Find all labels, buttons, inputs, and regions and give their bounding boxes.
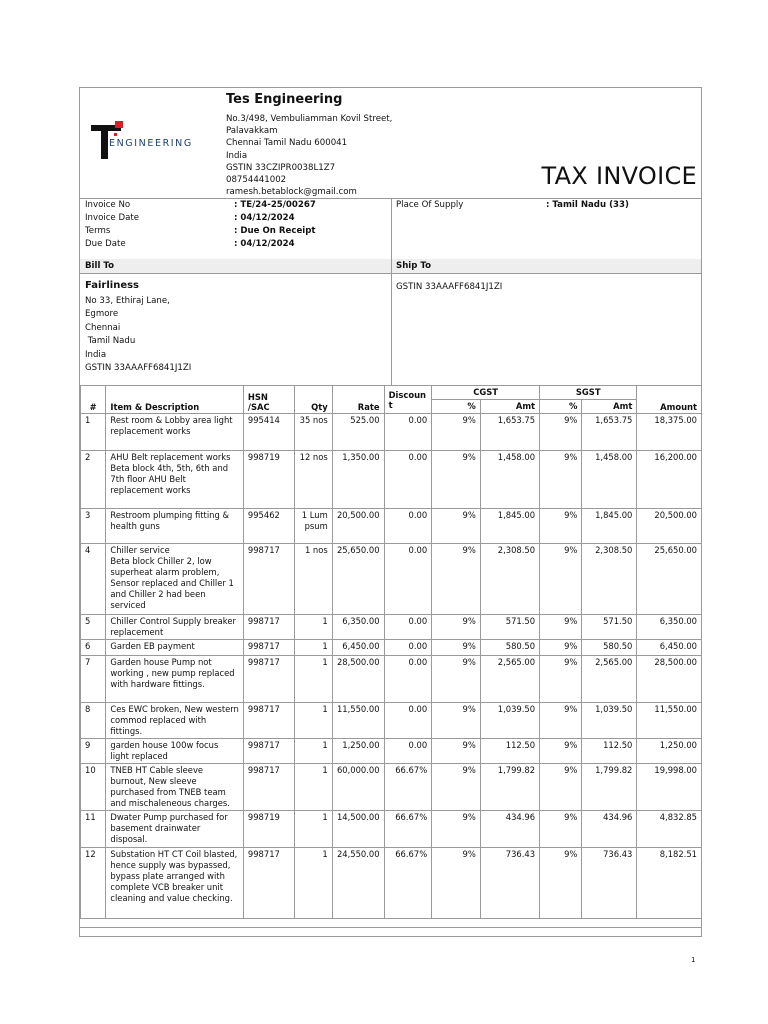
invoice-no-label: Invoice No xyxy=(85,200,131,210)
item-qty: 1 xyxy=(294,640,332,656)
item-number: 1 xyxy=(81,414,106,451)
item-sgst-amt: 1,799.82 xyxy=(582,764,637,811)
table-row xyxy=(81,656,702,703)
item-number: 12 xyxy=(81,848,106,919)
item-sgst-pct: 9% xyxy=(540,703,582,739)
item-description: Restroom plumping fitting & health guns xyxy=(106,509,244,544)
item-description: Garden house Pump not working , new pump replaced with hardware fittings. xyxy=(106,656,244,703)
item-cgst-amt: 2,308.50 xyxy=(480,544,539,615)
item-qty: 1 xyxy=(294,656,332,703)
company-name: Tes Engineering xyxy=(226,92,343,107)
company-email: ramesh.betablock@gmail.com xyxy=(226,187,357,198)
table-row xyxy=(81,848,702,919)
item-amount: 25,650.00 xyxy=(637,544,702,615)
item-discount: 0.00 xyxy=(384,509,432,544)
item-description: Garden EB payment xyxy=(106,640,244,656)
item-cgst-pct: 9% xyxy=(432,811,481,848)
due-date-label: Due Date xyxy=(85,239,126,249)
item-hsn: 998717 xyxy=(243,615,294,640)
item-qty: 1 xyxy=(294,811,332,848)
item-sgst-pct: 9% xyxy=(540,848,582,919)
item-number: 8 xyxy=(81,703,106,739)
col-rate: Rate xyxy=(332,386,384,414)
item-sgst-amt: 1,845.00 xyxy=(582,509,637,544)
item-number: 11 xyxy=(81,811,106,848)
item-qty: 1 xyxy=(294,703,332,739)
item-amount: 28,500.00 xyxy=(637,656,702,703)
logo-wordmark: ENGINEERING xyxy=(109,138,193,149)
table-row xyxy=(81,739,702,764)
item-sgst-pct: 9% xyxy=(540,414,582,451)
due-date-value: : 04/12/2024 xyxy=(234,239,295,249)
item-description: Dwater Pump purchased for basement drainwater disposal. xyxy=(106,811,244,848)
items-body xyxy=(81,414,702,919)
address-line: India xyxy=(226,150,248,161)
item-cgst-amt: 434.96 xyxy=(480,811,539,848)
item-sgst-pct: 9% xyxy=(540,615,582,640)
invoice-date-value: : 04/12/2024 xyxy=(234,213,295,223)
item-discount: 0.00 xyxy=(384,451,432,509)
item-qty: 35 nos xyxy=(294,414,332,451)
item-cgst-amt: 580.50 xyxy=(480,640,539,656)
item-sgst-amt: 1,458.00 xyxy=(582,451,637,509)
address-line: Chennai Tamil Nadu 600041 xyxy=(226,138,348,149)
item-qty: 1 xyxy=(294,615,332,640)
item-number: 7 xyxy=(81,656,106,703)
col-qty: Qty xyxy=(294,386,332,414)
item-description: Ces EWC broken, New western commod replaced with fittings. xyxy=(106,703,244,739)
item-amount: 19,998.00 xyxy=(637,764,702,811)
item-number: 4 xyxy=(81,544,106,615)
invoice-page xyxy=(79,87,702,937)
item-cgst-amt: 736.43 xyxy=(480,848,539,919)
item-sgst-amt: 2,565.00 xyxy=(582,656,637,703)
col-amount: Amount xyxy=(637,386,702,414)
item-description: TNEB HT Cable sleeve burnout, New sleeve purchased from TNEB team and mischaleneous charges. xyxy=(106,764,244,811)
item-sgst-pct: 9% xyxy=(540,811,582,848)
table-row xyxy=(81,544,702,615)
item-description: Rest room & Lobby area light replacement works xyxy=(106,414,244,451)
item-hsn: 998717 xyxy=(243,640,294,656)
col-cgst-pct: % xyxy=(432,400,481,414)
item-qty: 12 nos xyxy=(294,451,332,509)
item-cgst-pct: 9% xyxy=(432,703,481,739)
item-rate: 6,450.00 xyxy=(332,640,384,656)
invoice-no-value: : TE/24-25/00267 xyxy=(234,200,316,210)
col-sgst-amt: Amt xyxy=(582,400,637,414)
item-description: Chiller Control Supply breaker replacement xyxy=(106,615,244,640)
item-sgst-amt: 1,653.75 xyxy=(582,414,637,451)
place-of-supply-label: Place Of Supply xyxy=(396,200,464,210)
item-sgst-pct: 9% xyxy=(540,544,582,615)
item-discount: 66.67% xyxy=(384,764,432,811)
terms-label: Terms xyxy=(85,226,111,236)
col-sgst: SGST xyxy=(540,386,637,400)
item-discount: 0.00 xyxy=(384,656,432,703)
item-number: 5 xyxy=(81,615,106,640)
item-cgst-amt: 571.50 xyxy=(480,615,539,640)
place-of-supply-value: : Tamil Nadu (33) xyxy=(546,200,629,210)
item-amount: 8,182.51 xyxy=(637,848,702,919)
bill-to-line: Tamil Nadu xyxy=(85,336,136,347)
item-amount: 6,350.00 xyxy=(637,615,702,640)
item-hsn: 998717 xyxy=(243,544,294,615)
item-cgst-pct: 9% xyxy=(432,615,481,640)
items-table xyxy=(80,385,702,919)
item-hsn: 998717 xyxy=(243,703,294,739)
item-sgst-pct: 9% xyxy=(540,764,582,811)
item-cgst-pct: 9% xyxy=(432,739,481,764)
item-cgst-pct: 9% xyxy=(432,764,481,811)
item-cgst-pct: 9% xyxy=(432,544,481,615)
item-discount: 0.00 xyxy=(384,640,432,656)
item-qty: 1 xyxy=(294,764,332,811)
item-cgst-amt: 1,799.82 xyxy=(480,764,539,811)
item-cgst-pct: 9% xyxy=(432,848,481,919)
item-sgst-amt: 434.96 xyxy=(582,811,637,848)
bill-to-line: India xyxy=(85,349,107,360)
item-amount: 20,500.00 xyxy=(637,509,702,544)
item-sgst-amt: 571.50 xyxy=(582,615,637,640)
item-number: 10 xyxy=(81,764,106,811)
table-row xyxy=(81,703,702,739)
item-hsn: 998717 xyxy=(243,848,294,919)
table-row xyxy=(81,640,702,656)
item-rate: 60,000.00 xyxy=(332,764,384,811)
invoice-details xyxy=(80,198,701,260)
item-amount: 1,250.00 xyxy=(637,739,702,764)
bill-ship-heading xyxy=(80,259,701,274)
table-footer xyxy=(80,927,701,936)
item-sgst-pct: 9% xyxy=(540,739,582,764)
item-number: 2 xyxy=(81,451,106,509)
bill-to-name: Fairliness xyxy=(85,280,140,291)
address-line: Palavakkam xyxy=(226,126,278,137)
item-description: AHU Belt replacement works Beta block 4th, 5th, 6th and 7th floor AHU Belt replacement works xyxy=(106,451,244,509)
col-num: # xyxy=(81,386,106,414)
divider xyxy=(391,274,392,385)
bill-to-heading: Bill To xyxy=(85,261,115,271)
table-row xyxy=(81,451,702,509)
item-rate: 1,250.00 xyxy=(332,739,384,764)
item-cgst-pct: 9% xyxy=(432,509,481,544)
item-sgst-pct: 9% xyxy=(540,509,582,544)
item-sgst-pct: 9% xyxy=(540,640,582,656)
item-sgst-amt: 2,308.50 xyxy=(582,544,637,615)
item-sgst-pct: 9% xyxy=(540,656,582,703)
item-number: 3 xyxy=(81,509,106,544)
item-cgst-amt: 2,565.00 xyxy=(480,656,539,703)
item-discount: 66.67% xyxy=(384,811,432,848)
item-qty: 1 xyxy=(294,848,332,919)
item-discount: 0.00 xyxy=(384,544,432,615)
item-amount: 16,200.00 xyxy=(637,451,702,509)
col-cgst: CGST xyxy=(432,386,540,400)
address-line: No.3/498, Vembuliamman Kovil Street, xyxy=(226,114,393,124)
col-item: Item & Description xyxy=(106,386,244,414)
item-qty: 1 xyxy=(294,739,332,764)
invoice-header xyxy=(80,88,701,199)
item-hsn: 998719 xyxy=(243,811,294,848)
item-qty: 1 Lumpsum xyxy=(294,509,332,544)
item-cgst-amt: 1,845.00 xyxy=(480,509,539,544)
page-number: 1 xyxy=(691,956,696,964)
item-discount: 0.00 xyxy=(384,414,432,451)
item-discount: 66.67% xyxy=(384,848,432,919)
item-hsn: 995414 xyxy=(243,414,294,451)
item-cgst-amt: 1,039.50 xyxy=(480,703,539,739)
bill-ship-body xyxy=(80,274,701,386)
item-cgst-amt: 1,458.00 xyxy=(480,451,539,509)
item-rate: 28,500.00 xyxy=(332,656,384,703)
item-amount: 18,375.00 xyxy=(637,414,702,451)
item-description: garden house 100w focus light replaced xyxy=(106,739,244,764)
item-rate: 1,350.00 xyxy=(332,451,384,509)
divider xyxy=(391,259,392,273)
item-rate: 24,550.00 xyxy=(332,848,384,919)
divider xyxy=(391,198,392,259)
item-cgst-pct: 9% xyxy=(432,451,481,509)
bill-to-line: Egmore xyxy=(85,309,119,320)
terms-value: : Due On Receipt xyxy=(234,226,316,236)
company-phone: 08754441002 xyxy=(226,175,287,186)
table-row xyxy=(81,509,702,544)
item-hsn: 998717 xyxy=(243,656,294,703)
table-row xyxy=(81,615,702,640)
col-sgst-pct: % xyxy=(540,400,582,414)
item-sgst-amt: 1,039.50 xyxy=(582,703,637,739)
item-cgst-amt: 112.50 xyxy=(480,739,539,764)
col-hsn: HSN /SAC xyxy=(243,386,294,414)
item-cgst-amt: 1,653.75 xyxy=(480,414,539,451)
company-gstin: GSTIN 33CZIPR0038L1Z7 xyxy=(226,162,336,173)
item-qty: 1 nos xyxy=(294,544,332,615)
bill-to-line: No 33, Ethiraj Lane, xyxy=(85,296,170,306)
col-discount: Discount xyxy=(384,386,432,414)
ship-to-gstin: GSTIN 33AAAFF6841J1ZI xyxy=(396,282,503,292)
item-amount: 11,550.00 xyxy=(637,703,702,739)
item-rate: 6,350.00 xyxy=(332,615,384,640)
bill-to-address xyxy=(85,295,191,375)
item-description: Chiller service Beta block Chiller 2, low superheat alarm problem, Sensor replaced and Chiller 1 and Chiller 2 had been serviced xyxy=(106,544,244,615)
item-sgst-amt: 580.50 xyxy=(582,640,637,656)
item-rate: 11,550.00 xyxy=(332,703,384,739)
item-discount: 0.00 xyxy=(384,615,432,640)
item-hsn: 998717 xyxy=(243,764,294,811)
table-row xyxy=(81,764,702,811)
item-amount: 6,450.00 xyxy=(637,640,702,656)
item-sgst-amt: 736.43 xyxy=(582,848,637,919)
company-logo xyxy=(89,120,204,160)
item-number: 9 xyxy=(81,739,106,764)
item-description: Substation HT CT Coil blasted, hence supply was bypassed, bypass plate arranged with complete VCB breaker unit cleaning and value checking. xyxy=(106,848,244,919)
item-amount: 4,832.85 xyxy=(637,811,702,848)
item-discount: 0.00 xyxy=(384,739,432,764)
item-rate: 525.00 xyxy=(332,414,384,451)
item-rate: 14,500.00 xyxy=(332,811,384,848)
item-cgst-pct: 9% xyxy=(432,414,481,451)
item-cgst-pct: 9% xyxy=(432,656,481,703)
ship-to-heading: Ship To xyxy=(396,261,432,271)
item-number: 6 xyxy=(81,640,106,656)
table-row xyxy=(81,414,702,451)
col-cgst-amt: Amt xyxy=(480,400,539,414)
item-cgst-pct: 9% xyxy=(432,640,481,656)
invoice-date-label: Invoice Date xyxy=(85,213,139,223)
item-discount: 0.00 xyxy=(384,703,432,739)
item-sgst-amt: 112.50 xyxy=(582,739,637,764)
table-row xyxy=(81,811,702,848)
document-title: TAX INVOICE xyxy=(541,162,697,190)
item-hsn: 995462 xyxy=(243,509,294,544)
item-rate: 25,650.00 xyxy=(332,544,384,615)
item-rate: 20,500.00 xyxy=(332,509,384,544)
company-address xyxy=(226,113,392,198)
item-hsn: 998719 xyxy=(243,451,294,509)
item-hsn: 998717 xyxy=(243,739,294,764)
bill-to-gstin: GSTIN 33AAAFF6841J1ZI xyxy=(85,363,192,374)
bill-to-line: Chennai xyxy=(85,322,121,333)
item-sgst-pct: 9% xyxy=(540,451,582,509)
